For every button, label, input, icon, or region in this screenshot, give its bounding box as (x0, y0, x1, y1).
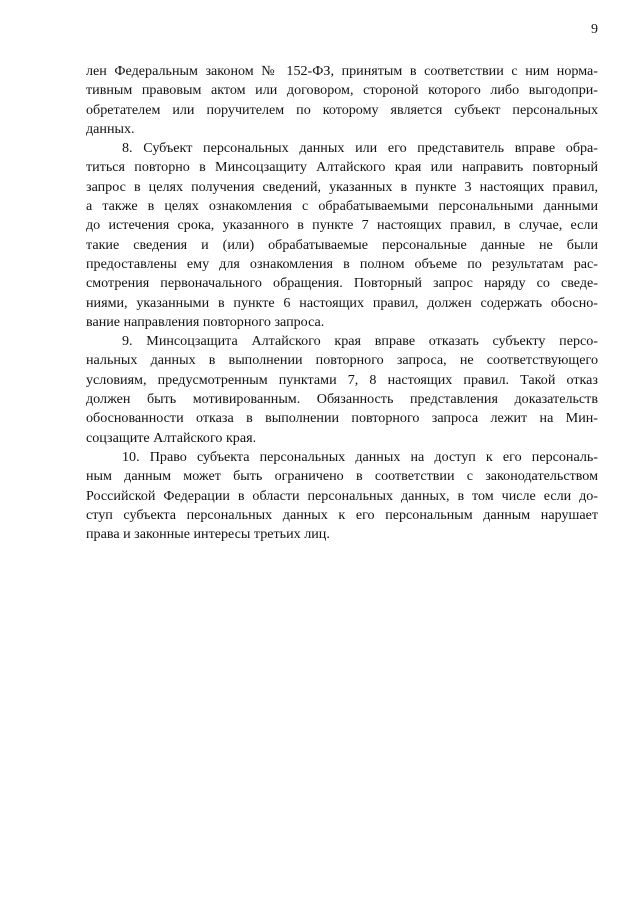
text-line: ным данным может быть ограничено в соответствии с законодательством (86, 468, 598, 485)
text-line: тивным правовым актом или договором, стороной которого либо выгодопри- (86, 82, 598, 99)
text-line: запрос в целях получения сведений, указанных в пункте 3 настоящих правил, (86, 178, 598, 195)
text-line: условиям, предусмотренным пунктами 7, 8 настоящих правил. Такой отказ (86, 371, 598, 388)
text-line: нальных данных в выполнении повторного запроса, не соответствующего (86, 352, 598, 369)
text-line: 8. Субъект персональных данных или его представитель вправе обра- (122, 140, 598, 157)
text-line: лен Федеральным законом № 152-ФЗ, принятым в соответствии с ним норма- (86, 63, 598, 79)
text-line: обоснованности отказа в выполнении повторного запроса лежит на Мин- (86, 410, 598, 427)
text-line: должен быть мотивированным. Обязанность представления доказательств (86, 391, 598, 408)
text-line: 9. Минсоцзащита Алтайского края вправе отказать субъекту персо- (122, 333, 598, 350)
text-line: ниями, указанными в пункте 6 настоящих правил, должен содержать обосно- (86, 294, 598, 311)
text-line: смотрения первоначального обращения. Повторный запрос наряду со сведе- (86, 275, 598, 292)
text-line: соцзащите Алтайского края. (86, 429, 257, 446)
text-line: данных. (86, 120, 135, 137)
text-line: Российской Федерации в области персональных данных, в том числе если до- (86, 487, 598, 504)
page-number: 9 (591, 22, 598, 37)
paragraph-item-10 (86, 448, 598, 544)
document-body (86, 62, 598, 544)
paragraph-item-8 (86, 139, 598, 332)
text-line: такие сведения и (или) обрабатываемые персональные данные не были (86, 236, 598, 253)
text-line: вание направления повторного запроса. (86, 313, 325, 330)
text-line: а также в целях ознакомления с обрабатываемыми персональными данными (86, 198, 598, 215)
text-line: до истечения срока, указанного в пункте 7 настоящих правил, в случае, если (86, 217, 598, 234)
paragraph-continuation (86, 62, 598, 139)
text-line: права и законные интересы третьих лиц. (86, 526, 330, 543)
text-line: титься повторно в Минсоцзащиту Алтайского края или направить повторный (86, 159, 598, 176)
paragraph-item-9 (86, 332, 598, 448)
text-line: предоставлены ему для ознакомления в полном объеме по результатам рас- (86, 255, 598, 272)
text-line: обретателем или поручителем по которому является субъект персональных (86, 101, 598, 118)
text-line: 10. Право субъекта персональных данных на доступ к его персональ- (122, 448, 598, 465)
text-line: ступ субъекта персональных данных к его персональным данным нарушает (86, 506, 598, 523)
